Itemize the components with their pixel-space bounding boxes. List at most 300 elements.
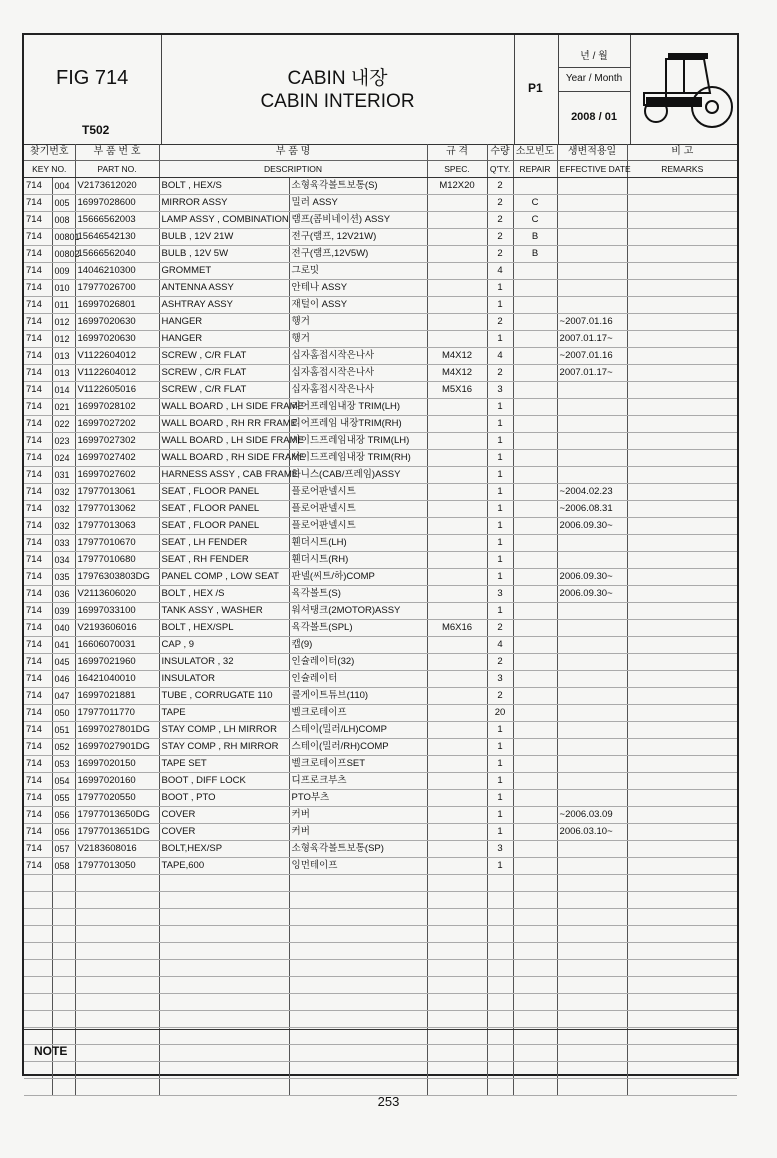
part-number-cell: 16997028102: [75, 399, 159, 416]
repair-cell: [513, 586, 557, 603]
effective-date-cell: 2007.01.17~: [557, 331, 627, 348]
repair-cell: [513, 807, 557, 824]
korean-name-cell: 잉먼테이프: [289, 858, 427, 875]
table-row: [24, 858, 737, 875]
korean-name-cell: 육각볼트(SPL): [289, 620, 427, 637]
effective-date-cell: [557, 654, 627, 671]
korean-name-cell: 벨크로테이프: [289, 705, 427, 722]
fig-cell: 714: [24, 280, 52, 297]
table-row: [24, 348, 737, 365]
part-number-cell: 16997027801DG: [75, 722, 159, 739]
description-cell: ASHTRAY ASSY: [159, 297, 289, 314]
fig-cell: 714: [24, 212, 52, 229]
remarks-cell: [627, 807, 737, 824]
quantity-cell: [487, 943, 513, 960]
fig-cell: [24, 994, 52, 1011]
spec-cell: M5X16: [427, 382, 487, 399]
quantity-cell: 2: [487, 688, 513, 705]
effective-date-cell: 2006.09.30~: [557, 586, 627, 603]
table-row: [24, 365, 737, 382]
quantity-cell: 3: [487, 841, 513, 858]
description-cell: TUBE , CORRUGATE 110: [159, 688, 289, 705]
table-row: [24, 620, 737, 637]
quantity-cell: 1: [487, 722, 513, 739]
quantity-cell: 1: [487, 433, 513, 450]
quantity-cell: 3: [487, 586, 513, 603]
fig-cell: 714: [24, 195, 52, 212]
fig-cell: 714: [24, 348, 52, 365]
korean-name-cell: [289, 909, 427, 926]
description-cell: BOOT , PTO: [159, 790, 289, 807]
effective-date-cell: ~2006.03.09: [557, 807, 627, 824]
part-number-cell: 17977013050: [75, 858, 159, 875]
remarks-cell: [627, 263, 737, 280]
fig-cell: 714: [24, 756, 52, 773]
description-cell: INSULATOR: [159, 671, 289, 688]
fig-cell: 714: [24, 688, 52, 705]
quantity-cell: 1: [487, 739, 513, 756]
key-cell: 032: [52, 484, 75, 501]
korean-name-cell: 벨크로테이프SET: [289, 756, 427, 773]
remarks-cell: [627, 246, 737, 263]
table-row: [24, 331, 737, 348]
remarks-cell: [627, 637, 737, 654]
spec-cell: [427, 756, 487, 773]
repair-cell: [513, 688, 557, 705]
fig-cell: 714: [24, 705, 52, 722]
key-cell: 023: [52, 433, 75, 450]
repair-cell: [513, 382, 557, 399]
effective-date-cell: [557, 263, 627, 280]
key-cell: 022: [52, 416, 75, 433]
description-cell: INSULATOR , 32: [159, 654, 289, 671]
quantity-cell: 1: [487, 331, 513, 348]
quantity-cell: 2: [487, 229, 513, 246]
effective-date-cell: [557, 739, 627, 756]
korean-name-cell: 인슐레이터(32): [289, 654, 427, 671]
key-cell: 011: [52, 297, 75, 314]
spec-cell: [427, 603, 487, 620]
table-row: [24, 467, 737, 484]
fig-cell: 714: [24, 178, 52, 195]
header-row-english: [24, 161, 737, 178]
spec-cell: [427, 637, 487, 654]
table-row: [24, 416, 737, 433]
table-row: [24, 586, 737, 603]
remarks-cell: [627, 229, 737, 246]
effective-date-cell: ~2007.01.16: [557, 314, 627, 331]
repair-cell: [513, 467, 557, 484]
key-cell: 012: [52, 331, 75, 348]
effective-date-cell: [557, 399, 627, 416]
year-month-box: [558, 35, 631, 144]
table-row: [24, 314, 737, 331]
spec-cell: [427, 416, 487, 433]
remarks-cell: [627, 195, 737, 212]
spec-cell: [427, 212, 487, 229]
spec-cell: [427, 875, 487, 892]
korean-name-cell: [289, 1079, 427, 1096]
repair-cell: [513, 552, 557, 569]
repair-cell: [513, 314, 557, 331]
quantity-cell: 1: [487, 484, 513, 501]
repair-cell: [513, 450, 557, 467]
col-key-en: KEY NO.: [24, 161, 75, 178]
key-cell: 039: [52, 603, 75, 620]
part-number-cell: V1122604012: [75, 365, 159, 382]
quantity-cell: 1: [487, 501, 513, 518]
part-number-cell: 16997021960: [75, 654, 159, 671]
effective-date-cell: ~2007.01.16: [557, 348, 627, 365]
effective-date-cell: [557, 960, 627, 977]
figure-box: [24, 35, 162, 144]
remarks-cell: [627, 467, 737, 484]
effective-date-cell: [557, 1079, 627, 1096]
fig-cell: 714: [24, 263, 52, 280]
issue-date: 2008 / 01: [571, 111, 617, 123]
key-cell: 047: [52, 688, 75, 705]
description-cell: [159, 1079, 289, 1096]
remarks-cell: [627, 603, 737, 620]
description-cell: BULB , 12V 5W: [159, 246, 289, 263]
key-cell: [52, 875, 75, 892]
quantity-cell: 1: [487, 416, 513, 433]
quantity-cell: 1: [487, 280, 513, 297]
col-spec-en: SPEC.: [427, 161, 487, 178]
repair-cell: [513, 841, 557, 858]
key-cell: [52, 943, 75, 960]
fig-cell: [24, 943, 52, 960]
fig-cell: 714: [24, 790, 52, 807]
fig-cell: [24, 1079, 52, 1096]
repair-cell: [513, 909, 557, 926]
description-cell: [159, 1011, 289, 1028]
part-number-cell: 15646542130: [75, 229, 159, 246]
description-cell: [159, 977, 289, 994]
fig-cell: 714: [24, 246, 52, 263]
effective-date-cell: [557, 297, 627, 314]
key-cell: 056: [52, 807, 75, 824]
spec-cell: [427, 909, 487, 926]
korean-name-cell: 스테이(밀러/LH)COMP: [289, 722, 427, 739]
fig-cell: 714: [24, 858, 52, 875]
table-row: [24, 807, 737, 824]
remarks-cell: [627, 926, 737, 943]
remarks-cell: [627, 399, 737, 416]
description-cell: BOLT , HEX /S: [159, 586, 289, 603]
part-number-cell: 17977013650DG: [75, 807, 159, 824]
table-row: [24, 756, 737, 773]
table-row: [24, 977, 737, 994]
key-cell: 045: [52, 654, 75, 671]
description-cell: ANTENNA ASSY: [159, 280, 289, 297]
effective-date-cell: [557, 603, 627, 620]
korean-name-cell: [289, 875, 427, 892]
quantity-cell: 1: [487, 297, 513, 314]
key-cell: 036: [52, 586, 75, 603]
remarks-cell: [627, 739, 737, 756]
korean-name-cell: 램프(콤비네이션) ASSY: [289, 212, 427, 229]
remarks-cell: [627, 501, 737, 518]
remarks-cell: [627, 841, 737, 858]
table-row: [24, 552, 737, 569]
table-row: [24, 178, 737, 195]
part-number-cell: 16997033100: [75, 603, 159, 620]
quantity-cell: 1: [487, 756, 513, 773]
spec-cell: [427, 824, 487, 841]
repair-cell: [513, 1079, 557, 1096]
part-number-cell: 17977013063: [75, 518, 159, 535]
table-row: [24, 705, 737, 722]
key-cell: 041: [52, 637, 75, 654]
repair-cell: B: [513, 246, 557, 263]
description-cell: [159, 926, 289, 943]
effective-date-cell: [557, 535, 627, 552]
part-number-cell: [75, 943, 159, 960]
effective-date-cell: [557, 246, 627, 263]
remarks-cell: [627, 178, 737, 195]
remarks-cell: [627, 892, 737, 909]
fig-cell: 714: [24, 314, 52, 331]
repair-cell: [513, 977, 557, 994]
quantity-cell: 2: [487, 314, 513, 331]
col-qty-kr: 수량: [487, 144, 513, 161]
key-cell: [52, 892, 75, 909]
key-cell: 033: [52, 535, 75, 552]
key-cell: 035: [52, 569, 75, 586]
description-cell: [159, 943, 289, 960]
korean-name-cell: 스테이(밀러/RH)COMP: [289, 739, 427, 756]
col-repair-en: REPAIR: [513, 161, 557, 178]
table-row: [24, 1011, 737, 1028]
fig-cell: 714: [24, 654, 52, 671]
fig-cell: [24, 875, 52, 892]
effective-date-cell: [557, 705, 627, 722]
remarks-cell: [627, 722, 737, 739]
quantity-cell: [487, 875, 513, 892]
effective-date-cell: 2006.09.30~: [557, 569, 627, 586]
key-cell: [52, 1011, 75, 1028]
fig-cell: 714: [24, 501, 52, 518]
spec-cell: [427, 705, 487, 722]
effective-date-cell: [557, 722, 627, 739]
remarks-cell: [627, 535, 737, 552]
table-row: [24, 280, 737, 297]
quantity-cell: 4: [487, 637, 513, 654]
repair-cell: [513, 348, 557, 365]
korean-name-cell: 십자홈접시작은나사: [289, 348, 427, 365]
table-row: [24, 450, 737, 467]
col-key-kr: 찾기번호: [24, 144, 75, 161]
table-row: [24, 841, 737, 858]
page-number: 253: [377, 1094, 400, 1109]
part-number-cell: 17977013061: [75, 484, 159, 501]
effective-date-cell: [557, 909, 627, 926]
description-cell: SEAT , FLOOR PANEL: [159, 484, 289, 501]
korean-name-cell: 행거: [289, 314, 427, 331]
fig-cell: 714: [24, 637, 52, 654]
effective-date-cell: [557, 977, 627, 994]
spec-cell: [427, 994, 487, 1011]
repair-cell: [513, 416, 557, 433]
part-number-cell: [75, 892, 159, 909]
key-cell: 004: [52, 178, 75, 195]
effective-date-cell: ~2004.02.23: [557, 484, 627, 501]
repair-cell: [513, 943, 557, 960]
key-cell: 013: [52, 348, 75, 365]
parts-sheet: [22, 33, 739, 1076]
quantity-cell: 3: [487, 671, 513, 688]
fig-cell: 714: [24, 484, 52, 501]
korean-name-cell: 판넬(씨트/하)COMP: [289, 569, 427, 586]
repair-cell: [513, 280, 557, 297]
description-cell: BULB , 12V 21W: [159, 229, 289, 246]
key-cell: 056: [52, 824, 75, 841]
effective-date-cell: [557, 416, 627, 433]
repair-cell: C: [513, 212, 557, 229]
korean-name-cell: 육각볼트(S): [289, 586, 427, 603]
header-row-korean: [24, 144, 737, 161]
quantity-cell: 2: [487, 654, 513, 671]
repair-cell: [513, 926, 557, 943]
fig-cell: 714: [24, 450, 52, 467]
quantity-cell: 1: [487, 467, 513, 484]
repair-cell: [513, 739, 557, 756]
remarks-cell: [627, 433, 737, 450]
col-spec-kr: 규 격: [427, 144, 487, 161]
part-number-cell: 16997020160: [75, 773, 159, 790]
spec-cell: [427, 688, 487, 705]
effective-date-cell: [557, 212, 627, 229]
quantity-cell: 1: [487, 535, 513, 552]
title-korean: CABIN 내장: [287, 68, 388, 89]
description-cell: COVER: [159, 824, 289, 841]
spec-cell: [427, 943, 487, 960]
effective-date-cell: [557, 892, 627, 909]
description-cell: SEAT , FLOOR PANEL: [159, 518, 289, 535]
effective-date-cell: [557, 773, 627, 790]
part-number-cell: V1122604012: [75, 348, 159, 365]
korean-name-cell: 캡(9): [289, 637, 427, 654]
key-cell: 057: [52, 841, 75, 858]
fig-cell: 714: [24, 382, 52, 399]
repair-cell: [513, 501, 557, 518]
part-number-cell: 15666562040: [75, 246, 159, 263]
korean-name-cell: 안테나 ASSY: [289, 280, 427, 297]
key-cell: [52, 977, 75, 994]
repair-cell: [513, 569, 557, 586]
korean-name-cell: 커버: [289, 824, 427, 841]
description-cell: COVER: [159, 807, 289, 824]
description-cell: TAPE SET: [159, 756, 289, 773]
quantity-cell: 1: [487, 790, 513, 807]
key-cell: 005: [52, 195, 75, 212]
part-number-cell: 16997027901DG: [75, 739, 159, 756]
repair-cell: C: [513, 195, 557, 212]
quantity-cell: 2: [487, 365, 513, 382]
key-cell: 00802: [52, 246, 75, 263]
col-repair-kr: 소모빈도: [513, 144, 557, 161]
korean-name-cell: 전구(램프, 12V21W): [289, 229, 427, 246]
korean-name-cell: 십자홈접시작은나사: [289, 365, 427, 382]
table-row: [24, 212, 737, 229]
table-row: [24, 892, 737, 909]
korean-name-cell: 십자홈접시작은나사: [289, 382, 427, 399]
col-desc-kr: 부 품 명: [159, 144, 427, 161]
effective-date-cell: [557, 875, 627, 892]
key-cell: 034: [52, 552, 75, 569]
effective-date-cell: [557, 756, 627, 773]
korean-name-cell: PTO부츠: [289, 790, 427, 807]
part-number-cell: 16997027202: [75, 416, 159, 433]
table-row: [24, 382, 737, 399]
part-number-cell: 16997027602: [75, 467, 159, 484]
part-number-cell: 14046210300: [75, 263, 159, 280]
description-cell: PANEL COMP , LOW SEAT: [159, 569, 289, 586]
effective-date-cell: [557, 195, 627, 212]
table-row: [24, 297, 737, 314]
repair-cell: [513, 722, 557, 739]
remarks-cell: [627, 1011, 737, 1028]
repair-cell: [513, 620, 557, 637]
table-row: [24, 790, 737, 807]
quantity-cell: [487, 909, 513, 926]
effective-date-cell: [557, 382, 627, 399]
spec-cell: [427, 1011, 487, 1028]
description-cell: [159, 994, 289, 1011]
spec-cell: M12X20: [427, 178, 487, 195]
part-number-cell: V1122605016: [75, 382, 159, 399]
korean-name-cell: 소형육각볼트보통(SP): [289, 841, 427, 858]
korean-name-cell: [289, 977, 427, 994]
spec-cell: [427, 892, 487, 909]
spec-cell: [427, 807, 487, 824]
spec-cell: [427, 773, 487, 790]
repair-cell: [513, 484, 557, 501]
korean-name-cell: [289, 994, 427, 1011]
part-number-cell: [75, 926, 159, 943]
note-box: [24, 1029, 737, 1074]
col-part-en: PART NO.: [75, 161, 159, 178]
key-cell: [52, 926, 75, 943]
fig-cell: [24, 1011, 52, 1028]
spec-cell: [427, 722, 487, 739]
effective-date-cell: 2006.03.10~: [557, 824, 627, 841]
remarks-cell: [627, 297, 737, 314]
table-row: [24, 722, 737, 739]
spec-cell: [427, 484, 487, 501]
part-number-cell: 16997028600: [75, 195, 159, 212]
table-row: [24, 824, 737, 841]
quantity-cell: 1: [487, 552, 513, 569]
table-row: [24, 926, 737, 943]
remarks-cell: [627, 314, 737, 331]
fig-cell: 714: [24, 518, 52, 535]
quantity-cell: [487, 977, 513, 994]
spec-cell: [427, 858, 487, 875]
quantity-cell: 1: [487, 807, 513, 824]
fig-cell: 714: [24, 824, 52, 841]
korean-name-cell: [289, 960, 427, 977]
spec-cell: [427, 331, 487, 348]
description-cell: HANGER: [159, 314, 289, 331]
col-desc-en: DESCRIPTION: [159, 161, 427, 178]
quantity-cell: 3: [487, 382, 513, 399]
key-cell: 053: [52, 756, 75, 773]
korean-name-cell: 리어프레임 내장TRIM(RH): [289, 416, 427, 433]
repair-cell: [513, 875, 557, 892]
description-cell: [159, 892, 289, 909]
